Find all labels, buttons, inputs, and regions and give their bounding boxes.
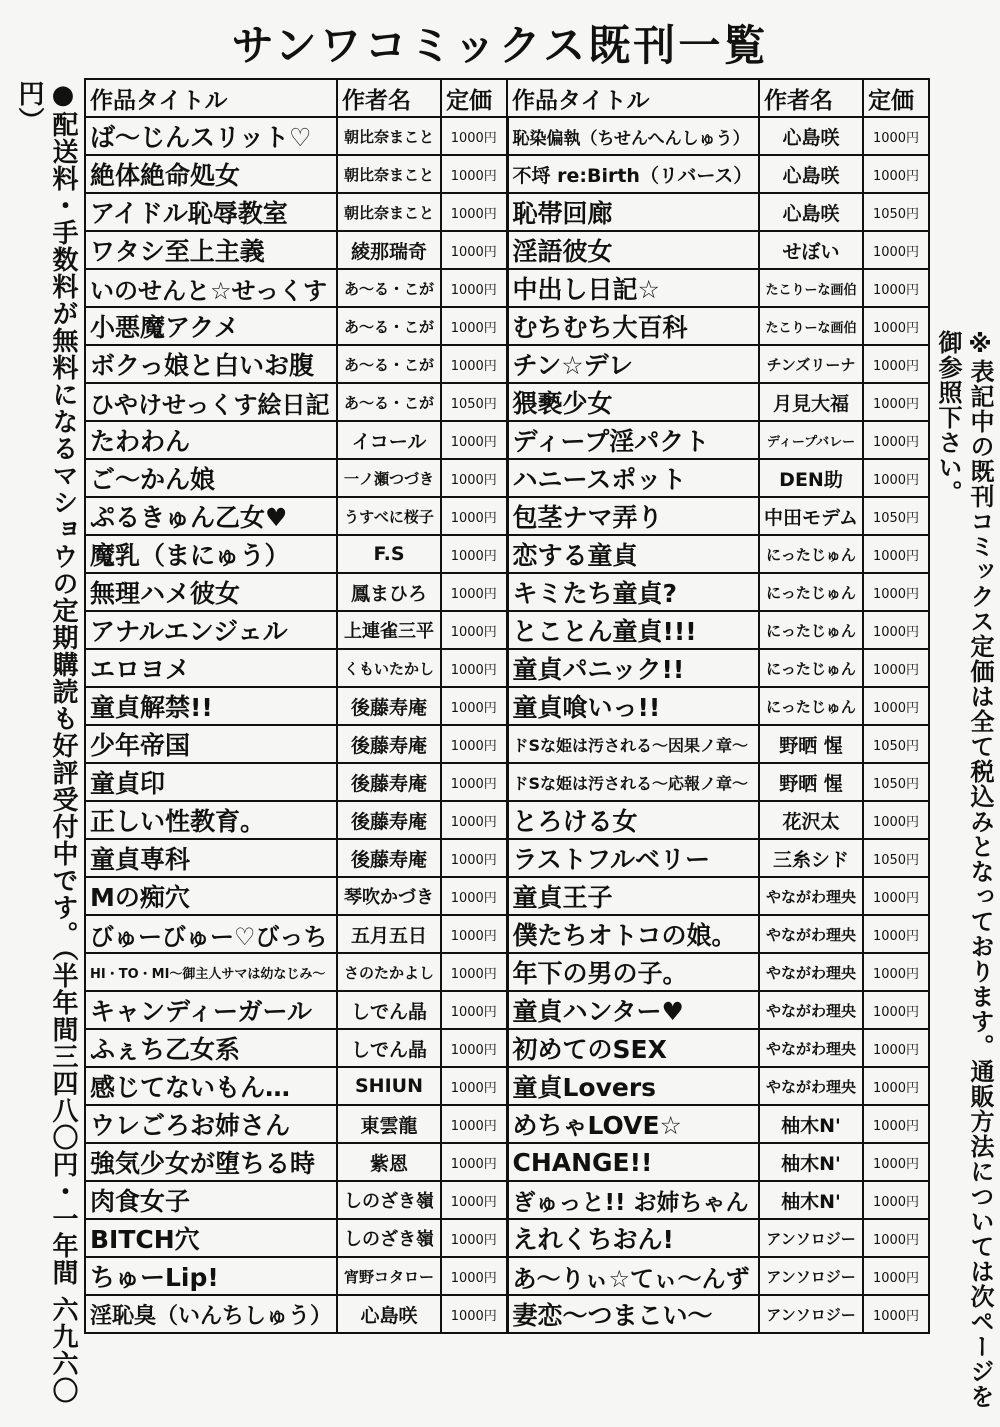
comic-price-left: 1000円 [441, 155, 507, 193]
comic-title-left: ば〜じんスリット♡ [85, 117, 337, 155]
comic-price-right: 1050円 [863, 193, 929, 231]
comic-author-left: F.S [337, 535, 441, 573]
comic-price-right: 1000円 [863, 953, 929, 991]
comic-price-left: 1000円 [441, 839, 507, 877]
table-row [85, 1257, 929, 1295]
header-author-right: 作者名 [759, 79, 863, 117]
header-title-left: 作品タイトル [85, 79, 337, 117]
comic-price-left: 1000円 [441, 649, 507, 687]
header-author-left: 作者名 [337, 79, 441, 117]
comic-price-right: 1000円 [863, 307, 929, 345]
table-row [85, 649, 929, 687]
comic-price-left: 1000円 [441, 193, 507, 231]
comic-price-left: 1000円 [441, 117, 507, 155]
comic-author-right: 柚木N' [759, 1105, 863, 1143]
comic-title-right: 童貞パニック!! [507, 649, 759, 687]
comic-title-left: 少年帝国 [85, 725, 337, 763]
comic-author-right: 柚木N' [759, 1143, 863, 1181]
comic-title-right: キミたち童貞? [507, 573, 759, 611]
comic-price-right: 1000円 [863, 421, 929, 459]
table-row [85, 383, 929, 421]
comic-title-left: ウレごろお姉さん [85, 1105, 337, 1143]
comic-title-left: ご〜かん娘 [85, 459, 337, 497]
comic-author-left: あ〜る・こが [337, 383, 441, 421]
page-title: サンワコミックス既刊一覧 [231, 21, 769, 70]
comic-price-right: 1000円 [863, 1067, 929, 1105]
comic-price-right: 1000円 [863, 1143, 929, 1181]
comic-title-left: ちゅーLip! [85, 1257, 337, 1295]
comic-title-right: ラストフルベリー [507, 839, 759, 877]
comic-price-left: 1000円 [441, 269, 507, 307]
price-and-order-note: ※表記中の既刊コミックス定価は全て税込みとなっております。通販方法については次ページを御参照下さい。 [934, 330, 994, 1409]
comic-author-right: たこりーな画伯 [759, 307, 863, 345]
comic-author-right: 心島咲 [759, 117, 863, 155]
catalog-body [85, 117, 929, 1333]
comic-price-left: 1000円 [441, 1295, 507, 1333]
comic-author-left: しでん晶 [337, 991, 441, 1029]
comic-title-right: ディープ淫パクト [507, 421, 759, 459]
subscription-note: ●配送料・手数料が無料になるマショウの定期購読も好評受付中です。（半年間三四八〇円・一年間 六九六〇円） [14, 80, 78, 1405]
comic-price-right: 1000円 [863, 1029, 929, 1067]
comic-price-right: 1000円 [863, 345, 929, 383]
comic-price-left: 1000円 [441, 573, 507, 611]
comic-price-right: 1000円 [863, 231, 929, 269]
comic-title-left: たわわん [85, 421, 337, 459]
comic-author-left: しでん晶 [337, 1029, 441, 1067]
comic-title-right: ハニースポット [507, 459, 759, 497]
comic-title-left: 童貞印 [85, 763, 337, 801]
comic-title-left: 正しい性教育。 [85, 801, 337, 839]
comic-price-left: 1050円 [441, 383, 507, 421]
comic-title-left: アナルエンジェル [85, 611, 337, 649]
comic-author-right: やながわ理央 [759, 953, 863, 991]
comic-title-left: ボクっ娘と白いお腹 [85, 345, 337, 383]
comic-title-left: いのせんと☆せっくす [85, 269, 337, 307]
comic-price-left: 1000円 [441, 1257, 507, 1295]
comic-title-right: ドSな姫は汚される〜応報ノ章〜 [507, 763, 759, 801]
comic-price-right: 1000円 [863, 1105, 929, 1143]
comic-price-left: 1000円 [441, 801, 507, 839]
table-row [85, 687, 929, 725]
comic-title-right: とろける女 [507, 801, 759, 839]
comic-price-left: 1000円 [441, 345, 507, 383]
comic-price-right: 1000円 [863, 649, 929, 687]
comic-title-right: 童貞Lovers [507, 1067, 759, 1105]
comic-author-right: にったじゅん [759, 611, 863, 649]
comic-title-right: 包茎ナマ弄り [507, 497, 759, 535]
comic-author-right: やながわ理央 [759, 1029, 863, 1067]
table-row [85, 953, 929, 991]
table-row [85, 1143, 929, 1181]
comic-title-left: Mの痴穴 [85, 877, 337, 915]
comic-price-right: 1000円 [863, 573, 929, 611]
comic-author-right: 野晒 惺 [759, 725, 863, 763]
comic-price-right: 1000円 [863, 155, 929, 193]
comic-price-left: 1000円 [441, 231, 507, 269]
comic-title-left: ワタシ至上主義 [85, 231, 337, 269]
comic-author-left: SHIUN [337, 1067, 441, 1105]
comic-price-right: 1000円 [863, 459, 929, 497]
table-row [85, 1105, 929, 1143]
comic-title-left: ぷるきゅん乙女♥ [85, 497, 337, 535]
comic-author-left: 紫恩 [337, 1143, 441, 1181]
comics-catalog-table [84, 78, 930, 1334]
comic-price-right: 1050円 [863, 763, 929, 801]
comic-price-right: 1000円 [863, 1181, 929, 1219]
header-price-left: 定価 [441, 79, 507, 117]
comic-price-right: 1000円 [863, 383, 929, 421]
comic-author-left: しのざき嶺 [337, 1219, 441, 1257]
comic-title-left: 小悪魔アクメ [85, 307, 337, 345]
table-row [85, 1219, 929, 1257]
comic-author-left: 上連雀三平 [337, 611, 441, 649]
table-row [85, 611, 929, 649]
comic-title-right: むちむち大百科 [507, 307, 759, 345]
comic-price-left: 1000円 [441, 307, 507, 345]
comic-author-right: にったじゅん [759, 649, 863, 687]
comic-price-left: 1000円 [441, 915, 507, 953]
comic-author-right: 柚木N' [759, 1181, 863, 1219]
comic-title-right: とことん童貞!!! [507, 611, 759, 649]
comic-author-left: 後藤寿庵 [337, 763, 441, 801]
comic-title-left: びゅーびゅー♡びっち [85, 915, 337, 953]
comic-title-right: えれくちおん! [507, 1219, 759, 1257]
comic-title-left: キャンディーガール [85, 991, 337, 1029]
comic-price-right: 1050円 [863, 725, 929, 763]
comic-price-right: 1000円 [863, 687, 929, 725]
comic-author-right: やながわ理央 [759, 915, 863, 953]
comic-author-left: 朝比奈まこと [337, 193, 441, 231]
comic-price-left: 1000円 [441, 953, 507, 991]
table-row [85, 193, 929, 231]
comic-author-right: 中田モデム [759, 497, 863, 535]
comic-price-left: 1000円 [441, 1181, 507, 1219]
comic-author-right: 心島咲 [759, 155, 863, 193]
comic-price-left: 1000円 [441, 1105, 507, 1143]
comic-title-right: 童貞王子 [507, 877, 759, 915]
comic-price-left: 1000円 [441, 1219, 507, 1257]
comic-title-left: BITCH穴 [85, 1219, 337, 1257]
comic-price-left: 1000円 [441, 877, 507, 915]
comic-title-left: ひやけせっくす絵日記 [85, 383, 337, 421]
comic-author-left: 東雲龍 [337, 1105, 441, 1143]
table-row [85, 991, 929, 1029]
comic-title-right: ぎゅっと!! お姉ちゃん [507, 1181, 759, 1219]
comic-price-right: 1050円 [863, 497, 929, 535]
comic-author-left: イコール [337, 421, 441, 459]
comic-title-right: 恥染偏執（ちせんへんしゅう） [507, 117, 759, 155]
comic-title-right: あ〜りぃ☆てぃ〜んず [507, 1257, 759, 1295]
comic-title-left: HI・TO・MI〜御主人サマは幼なじみ〜 [85, 953, 337, 991]
table-row [85, 269, 929, 307]
comic-author-left: 後藤寿庵 [337, 725, 441, 763]
comic-author-right: 月見大福 [759, 383, 863, 421]
comic-title-left: 感じてないもん… [85, 1067, 337, 1105]
comic-title-right: チン☆デレ [507, 345, 759, 383]
comic-author-right: やながわ理央 [759, 991, 863, 1029]
table-row [85, 877, 929, 915]
comic-author-left: くもいたかし [337, 649, 441, 687]
comic-title-left: 童貞専科 [85, 839, 337, 877]
comic-price-left: 1000円 [441, 687, 507, 725]
comic-author-right: にったじゅん [759, 687, 863, 725]
comic-title-right: ドSな姫は汚される〜因果ノ章〜 [507, 725, 759, 763]
comic-price-right: 1000円 [863, 1257, 929, 1295]
table-row [85, 345, 929, 383]
comic-author-right: 花沢太 [759, 801, 863, 839]
comic-title-left: 無理ハメ彼女 [85, 573, 337, 611]
table-row [85, 421, 929, 459]
table-row [85, 1295, 929, 1333]
comic-price-left: 1000円 [441, 1067, 507, 1105]
comic-author-left: 朝比奈まこと [337, 117, 441, 155]
table-row [85, 535, 929, 573]
comic-author-left: 五月五日 [337, 915, 441, 953]
comic-author-left: しのざき嶺 [337, 1181, 441, 1219]
comic-author-left: 後藤寿庵 [337, 839, 441, 877]
comic-title-right: 猥褻少女 [507, 383, 759, 421]
comic-price-left: 1000円 [441, 1143, 507, 1181]
table-row [85, 459, 929, 497]
comic-price-right: 1000円 [863, 877, 929, 915]
comic-price-right: 1000円 [863, 801, 929, 839]
comic-title-right: CHANGE!! [507, 1143, 759, 1181]
comic-price-right: 1000円 [863, 991, 929, 1029]
comic-author-left: 宵野コタロー [337, 1257, 441, 1295]
comic-price-left: 1000円 [441, 725, 507, 763]
comic-price-left: 1000円 [441, 535, 507, 573]
header-title-right: 作品タイトル [507, 79, 759, 117]
comic-author-left: 琴吹かづき [337, 877, 441, 915]
comic-author-left: さのたかよし [337, 953, 441, 991]
comic-author-left: 鳳まひろ [337, 573, 441, 611]
table-row [85, 1067, 929, 1105]
comic-title-right: 僕たちオトコの娘。 [507, 915, 759, 953]
comic-title-left: エロヨメ [85, 649, 337, 687]
table-row [85, 497, 929, 535]
comic-title-right: 童貞ハンター♥ [507, 991, 759, 1029]
comic-price-right: 1000円 [863, 1295, 929, 1333]
comic-price-right: 1000円 [863, 1219, 929, 1257]
table-row [85, 231, 929, 269]
table-row [85, 307, 929, 345]
comic-author-right: ディープバレー [759, 421, 863, 459]
comic-title-right: 童貞喰いっ!! [507, 687, 759, 725]
comic-title-right: 恋する童貞 [507, 535, 759, 573]
comic-author-left: あ〜る・こが [337, 307, 441, 345]
comic-price-right: 1000円 [863, 915, 929, 953]
comic-price-right: 1000円 [863, 535, 929, 573]
comic-author-right: たこりーな画伯 [759, 269, 863, 307]
comic-author-right: せぼい [759, 231, 863, 269]
comic-price-left: 1000円 [441, 611, 507, 649]
comic-author-right: やながわ理央 [759, 1067, 863, 1105]
comic-title-right: 中出し日記☆ [507, 269, 759, 307]
comic-price-left: 1000円 [441, 991, 507, 1029]
comic-author-left: 朝比奈まこと [337, 155, 441, 193]
comic-price-right: 1000円 [863, 611, 929, 649]
comic-title-left: 強気少女が堕ちる時 [85, 1143, 337, 1181]
comic-author-right: アンソロジー [759, 1257, 863, 1295]
comic-author-left: 後藤寿庵 [337, 687, 441, 725]
table-row [85, 117, 929, 155]
comic-title-left: 絶体絶命処女 [85, 155, 337, 193]
table-row [85, 725, 929, 763]
comic-author-left: 一ノ瀬つづき [337, 459, 441, 497]
table-row [85, 573, 929, 611]
comic-author-right: にったじゅん [759, 535, 863, 573]
comic-price-right: 1000円 [863, 117, 929, 155]
comic-title-right: 年下の男の子。 [507, 953, 759, 991]
comic-author-right: アンソロジー [759, 1295, 863, 1333]
table-header-row [85, 79, 929, 117]
comic-title-right: 妻恋〜つまこい〜 [507, 1295, 759, 1333]
comic-price-left: 1000円 [441, 1029, 507, 1067]
comic-author-right: やながわ理央 [759, 877, 863, 915]
comic-title-left: アイドル恥辱教室 [85, 193, 337, 231]
comic-author-left: うすべに桜子 [337, 497, 441, 535]
comic-price-right: 1050円 [863, 839, 929, 877]
comic-author-right: DEN助 [759, 459, 863, 497]
comic-author-right: 三糸シド [759, 839, 863, 877]
comic-price-left: 1000円 [441, 497, 507, 535]
comic-author-right: にったじゅん [759, 573, 863, 611]
comic-title-left: 肉食女子 [85, 1181, 337, 1219]
comic-author-left: あ〜る・こが [337, 345, 441, 383]
comic-price-left: 1000円 [441, 459, 507, 497]
comic-author-right: アンソロジー [759, 1219, 863, 1257]
comic-title-right: 不埒 re:Birth（リバース） [507, 155, 759, 193]
table-row [85, 1029, 929, 1067]
comic-title-right: 恥帯回廊 [507, 193, 759, 231]
comic-author-right: 心島咲 [759, 193, 863, 231]
comic-author-left: 心島咲 [337, 1295, 441, 1333]
comic-author-right: 野晒 惺 [759, 763, 863, 801]
table-row [85, 155, 929, 193]
comic-title-right: 淫語彼女 [507, 231, 759, 269]
table-row [85, 763, 929, 801]
comic-price-right: 1000円 [863, 269, 929, 307]
comic-title-right: 初めてのSEX [507, 1029, 759, 1067]
comic-title-right: めちゃLOVE☆ [507, 1105, 759, 1143]
comic-title-left: 淫恥臭（いんちしゅう） [85, 1295, 337, 1333]
comic-title-left: 魔乳（まにゅう） [85, 535, 337, 573]
header-price-right: 定価 [863, 79, 929, 117]
comic-price-left: 1000円 [441, 763, 507, 801]
comic-author-left: 後藤寿庵 [337, 801, 441, 839]
table-row [85, 801, 929, 839]
comic-author-left: あ〜る・こが [337, 269, 441, 307]
comic-author-right: チンズリーナ [759, 345, 863, 383]
comic-title-left: ふぇち乙女系 [85, 1029, 337, 1067]
comic-price-left: 1000円 [441, 421, 507, 459]
comic-author-left: 綾那瑞奇 [337, 231, 441, 269]
table-row [85, 1181, 929, 1219]
table-row [85, 915, 929, 953]
table-row [85, 839, 929, 877]
comic-title-left: 童貞解禁!! [85, 687, 337, 725]
